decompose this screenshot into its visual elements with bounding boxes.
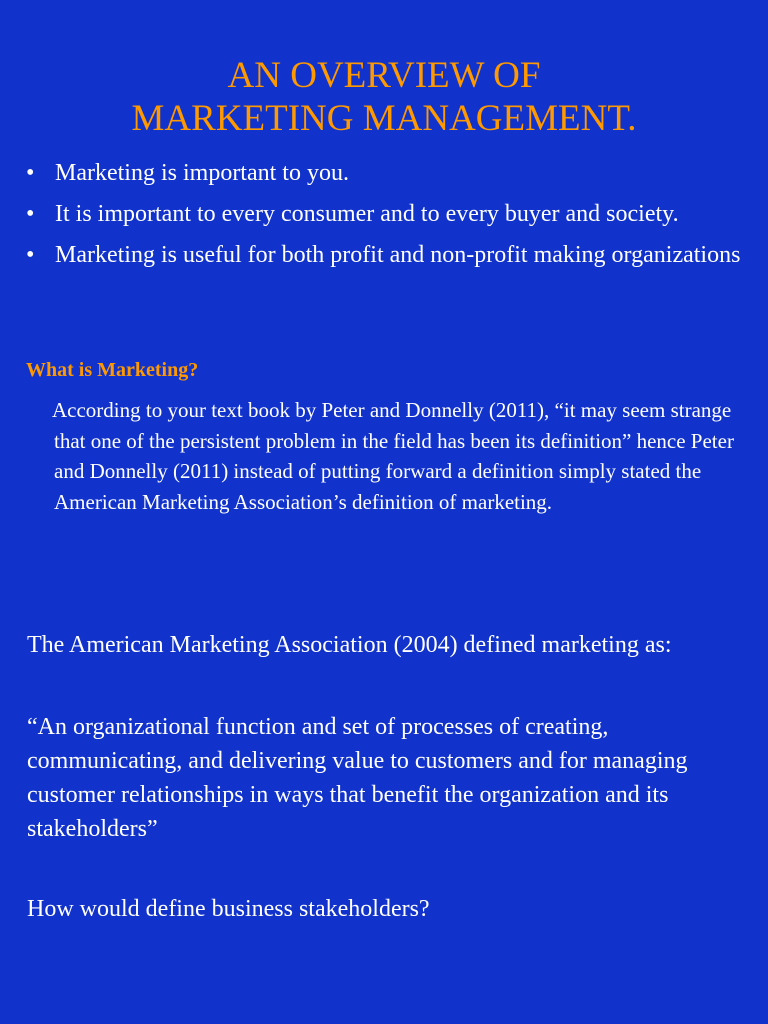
ama-intro-text: The American Marketing Association (2004) defined marketing as: <box>27 632 672 658</box>
stakeholders-question: How would define business stakeholders? <box>27 896 430 922</box>
bullet-text: Marketing is useful for both profit and non-profit making organizations <box>55 242 741 268</box>
bullet-text: It is important to every consumer and to every buyer and society. <box>55 201 679 227</box>
bullet-text: Marketing is important to you. <box>55 160 349 186</box>
slide-title <box>0 54 768 140</box>
bullet-dot: • <box>26 242 35 268</box>
what-is-marketing-heading: What is Marketing? <box>26 359 199 381</box>
bullet-list <box>26 156 756 279</box>
title-line-1: AN OVERVIEW OF <box>227 55 541 96</box>
bullet-dot: • <box>26 201 35 227</box>
bullet-item <box>26 156 756 191</box>
title-line-2: MARKETING MANAGEMENT. <box>131 98 637 139</box>
bullet-item <box>26 238 756 273</box>
ama-definition-quote: “An organizational function and set of processes of creating, communicating, and delivering value to customers and for managing customer relationships in ways that benefit the organization and its stakeholders” <box>27 714 688 842</box>
bullet-item <box>26 197 756 232</box>
bullet-dot: • <box>26 160 35 186</box>
according-paragraph: According to your text book by Peter and Donnelly (2011), “it may seem strange that one of the persistent problem in the field has been its definition” hence Peter and Donnelly (2011) instead of putting forward a definition simply stated the American Marketing Association’s definition of marketing. <box>52 398 734 514</box>
